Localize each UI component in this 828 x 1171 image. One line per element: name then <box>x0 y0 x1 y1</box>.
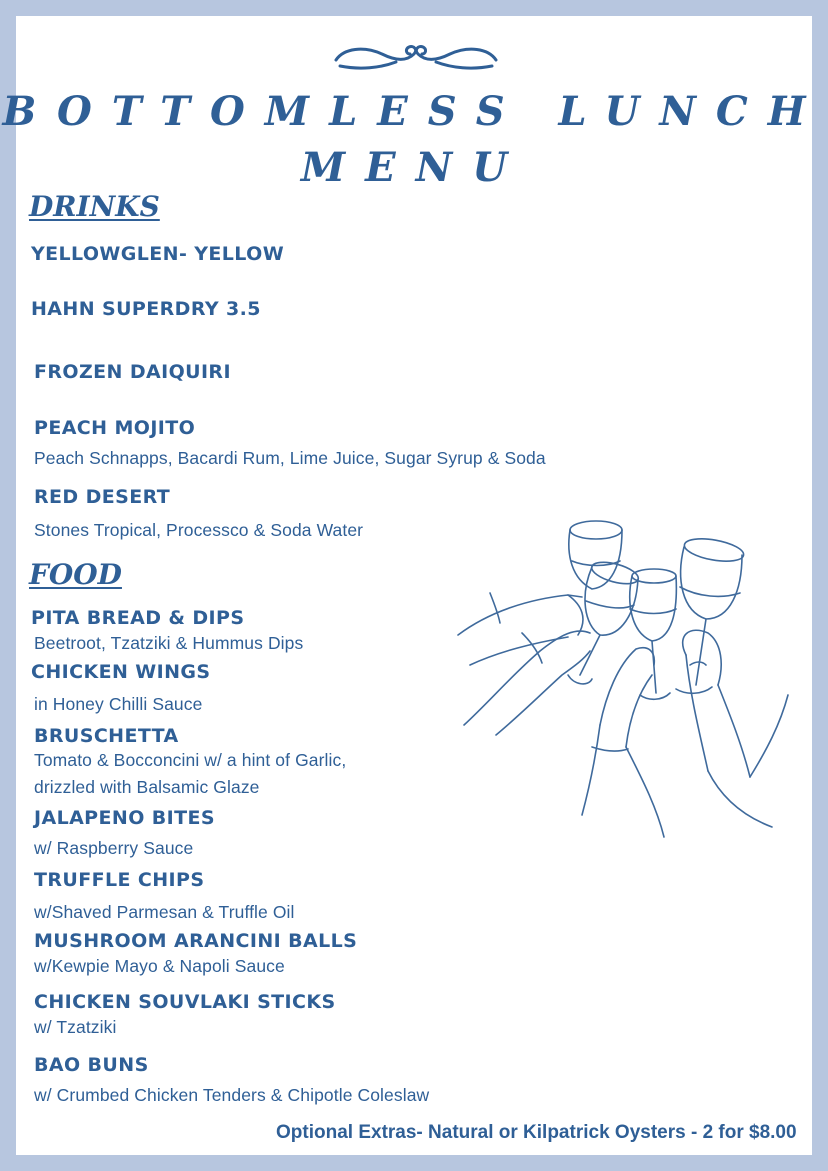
food-description: in Honey Chilli Sauce <box>34 694 203 714</box>
food-name: CHICKEN SOUVLAKI STICKS <box>34 991 336 1013</box>
food-name: JALAPENO BITES <box>34 807 215 829</box>
drink-description: Peach Schnapps, Bacardi Rum, Lime Juice, Sugar Syrup & Soda <box>34 448 546 468</box>
drink-description: Stones Tropical, Processco & Soda Water <box>34 520 364 540</box>
menu-title-line1: BOTTOMLESS LUNCH <box>2 88 826 135</box>
food-description: drizzled with Balsamic Glaze <box>34 777 260 797</box>
food-description: w/ Raspberry Sauce <box>34 838 194 858</box>
drink-name: YELLOWGLEN- YELLOW <box>31 243 285 265</box>
food-description: w/ Crumbed Chicken Tenders & Chipotle Coleslaw <box>34 1085 430 1105</box>
food-name: BRUSCHETTA <box>34 725 179 747</box>
drink-name: PEACH MOJITO <box>34 417 196 439</box>
drink-name: RED DESERT <box>34 486 171 508</box>
food-name: PITA BREAD & DIPS <box>31 607 245 629</box>
drink-name: FROZEN DAIQUIRI <box>34 361 231 383</box>
menu-title-line2: MENU <box>300 144 528 191</box>
food-description: w/Shaved Parmesan & Truffle Oil <box>34 902 295 922</box>
food-description: w/Kewpie Mayo & Napoli Sauce <box>34 956 285 976</box>
drink-name: HAHN SUPERDRY 3.5 <box>31 298 261 320</box>
scroll-ornament-icon <box>330 40 502 74</box>
food-name: CHICKEN WINGS <box>31 661 211 683</box>
food-heading: FOOD <box>29 558 122 591</box>
food-description: Beetroot, Tzatziki & Hummus Dips <box>34 633 304 653</box>
cheers-glasses-icon <box>450 515 795 840</box>
food-name: MUSHROOM ARANCINI BALLS <box>34 930 358 952</box>
food-name: TRUFFLE CHIPS <box>34 869 205 891</box>
optional-extras: Optional Extras- Natural or Kilpatrick Oysters - 2 for $8.00 <box>276 1122 797 1143</box>
food-description: w/ Tzatziki <box>34 1017 117 1037</box>
food-name: BAO BUNS <box>34 1054 149 1076</box>
food-description: Tomato & Bocconcini w/ a hint of Garlic, <box>34 750 347 770</box>
drinks-heading: DRINKS <box>29 190 160 223</box>
